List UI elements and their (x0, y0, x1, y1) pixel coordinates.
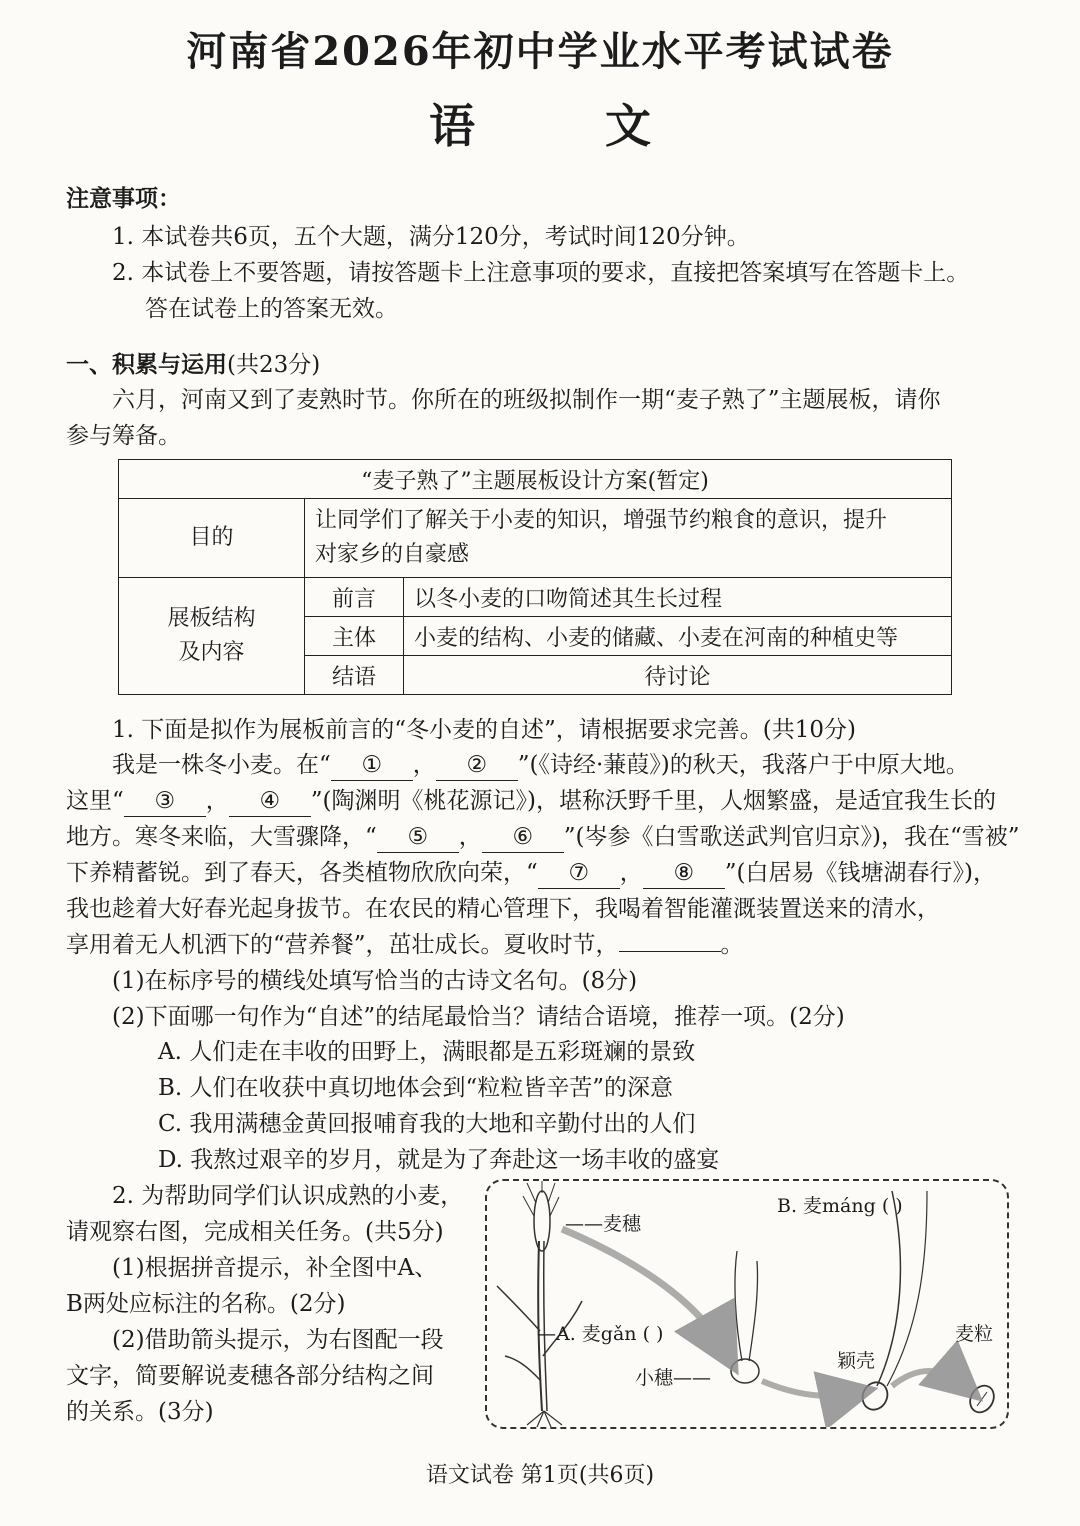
blank-4: ④ (229, 786, 311, 817)
subject-char-1: 语 (429, 99, 475, 153)
q2-line-3: (1)根据拼音提示，补全图中A、 (112, 1255, 438, 1281)
q2-line-2: 请观察右图，完成相关任务。(共5分) (66, 1219, 444, 1245)
passage-text: 地方。寒冬来临，大雪骤降，“ (66, 824, 377, 850)
q1-passage-line-1 (112, 750, 969, 781)
q1-option-d: D. 我熬过艰辛的岁月，就是为了奔赴这一场丰收的盛宴 (158, 1147, 720, 1173)
blank-1: ① (331, 750, 413, 781)
purpose-text-1: 让同学们了解关于小麦的知识，增强节约粮食的意识，提升 (315, 508, 888, 533)
label-awn: B. 麦máng ( ) (777, 1195, 903, 1217)
table-row-content: 待讨论 (404, 656, 952, 695)
q1-passage-line-6 (66, 930, 744, 960)
section-intro-1: 六月，河南又到了麦熟时节。你所在的班级拟制作一期“麦子熟了”主题展板，请你 (112, 387, 941, 413)
q2-line-4: B两处应标注的名称。(2分) (66, 1291, 346, 1317)
notice-heading: 注意事项： (66, 185, 181, 212)
structure-label (119, 578, 305, 695)
subject-title (0, 90, 1080, 156)
q1-stem: 1. 下面是拟作为展板前言的“冬小麦的自述”，请根据要求完善。(共10分) (112, 717, 856, 743)
q1-passage-line-4 (66, 858, 996, 889)
notice-item-2: 2. 本试卷上不要答题，请按答题卡上注意事项的要求，直接把答案填写在答题卡上。 (112, 260, 970, 286)
table-row-part: 结语 (305, 656, 404, 695)
wheat-diagram (485, 1179, 1009, 1429)
purpose-text-2: 对家乡的自豪感 (315, 542, 470, 567)
passage-text: 享用着无人机洒下的“营养餐”，茁壮成长。夏收时节， (66, 932, 619, 958)
label-ear: ——麦穗 (565, 1213, 642, 1235)
page-footer: 语文试卷 第1页(共6页) (425, 1463, 655, 1488)
q2-line-7: 的关系。(3分) (66, 1399, 214, 1425)
blank-8: ⑧ (643, 858, 725, 889)
plan-table-caption: “麦子熟了”主题展板设计方案(暂定) (119, 460, 952, 499)
blank-ending (619, 951, 721, 952)
table-row-part: 主体 (305, 617, 404, 656)
subject-char-2: 文 (605, 99, 651, 153)
blank-3: ③ (124, 786, 206, 817)
notice-item-1: 1. 本试卷共6页，五个大题，满分120分，考试时间120分钟。 (112, 224, 750, 250)
passage-text: ”(岑参《白雪歌送武判官归京》)，我在“雪被” (563, 824, 1020, 850)
plan-table (118, 459, 952, 695)
passage-text: ”(《诗经·蒹葭》)的秋天，我落户于中原大地。 (517, 752, 969, 778)
passage-comma: ， (412, 752, 436, 778)
label-grain: 麦粒 (955, 1323, 994, 1345)
passage-text: 。 (720, 932, 744, 958)
section-heading (66, 350, 320, 380)
purpose-content (305, 499, 952, 578)
passage-text: ”(陶渊明《桃花源记》)，堪称沃野千里，人烟繁盛，是适宜我生长的 (310, 788, 996, 814)
exam-title: 河南省2026年初中学业水平考试试卷 (186, 28, 894, 75)
passage-comma: ， (458, 824, 482, 850)
passage-comma: ， (619, 860, 643, 886)
section-score: (共23分) (227, 352, 321, 378)
q2-line-6: 文字，简要解说麦穗各部分结构之间 (66, 1363, 434, 1389)
passage-text: 我是一株冬小麦。在“ (112, 752, 331, 778)
section-title: 一、积累与运用 (66, 351, 227, 378)
q2-line-1: 2. 为帮助同学们认识成熟的小麦， (112, 1183, 464, 1209)
label-stem: —A. 麦gǎn ( ) (537, 1323, 664, 1345)
notice-item-2-cont: 答在试卷上的答案无效。 (145, 296, 398, 322)
q1-option-c: C. 我用满穗金黄回报哺育我的大地和辛勤付出的人们 (158, 1111, 696, 1137)
blank-2: ② (436, 750, 518, 781)
q2-line-5: (2)借助箭头提示，为右图配一段 (112, 1327, 444, 1353)
section-intro-2: 参与筹备。 (66, 423, 181, 449)
q1-option-a: A. 人们走在丰收的田野上，满眼都是五彩斑斓的景致 (158, 1039, 696, 1065)
blank-6: ⑥ (482, 822, 564, 853)
passage-comma: ， (205, 788, 229, 814)
purpose-label: 目的 (119, 499, 305, 578)
label-glume: 颖壳 (837, 1350, 876, 1372)
structure-label-1: 展板结构 (167, 606, 256, 631)
label-spikelet: 小穗—— (635, 1367, 712, 1389)
table-row-part: 前言 (305, 578, 404, 617)
table-row-content: 以冬小麦的口吻简述其生长过程 (404, 578, 952, 617)
structure-label-2: 及内容 (178, 640, 245, 665)
blank-7: ⑦ (538, 858, 620, 889)
q1-passage-line-5: 我也趁着大好春光起身拔节。在农民的精心管理下，我喝着智能灌溉装置送来的清水， (66, 896, 940, 922)
q1-option-b: B. 人们在收获中真切地体会到“粒粒皆辛苦”的深意 (158, 1075, 674, 1101)
q1-sub-2: (2)下面哪一句作为“自述”的结尾最恰当？请结合语境，推荐一项。(2分) (112, 1004, 845, 1030)
blank-5: ⑤ (377, 822, 459, 853)
q1-passage-line-2 (66, 786, 996, 817)
q1-sub-1: (1)在标序号的横线处填写恰当的古诗文名句。(8分) (112, 968, 638, 994)
passage-text: ”(白居易《钱塘湖春行》)， (724, 860, 996, 886)
q1-passage-line-3 (66, 822, 1020, 853)
passage-text: 这里“ (66, 788, 124, 814)
passage-text: 下养精蓄锐。到了春天，各类植物欣欣向荣，“ (66, 860, 538, 886)
table-row-content: 小麦的结构、小麦的储藏、小麦在河南的种植史等 (404, 617, 952, 656)
